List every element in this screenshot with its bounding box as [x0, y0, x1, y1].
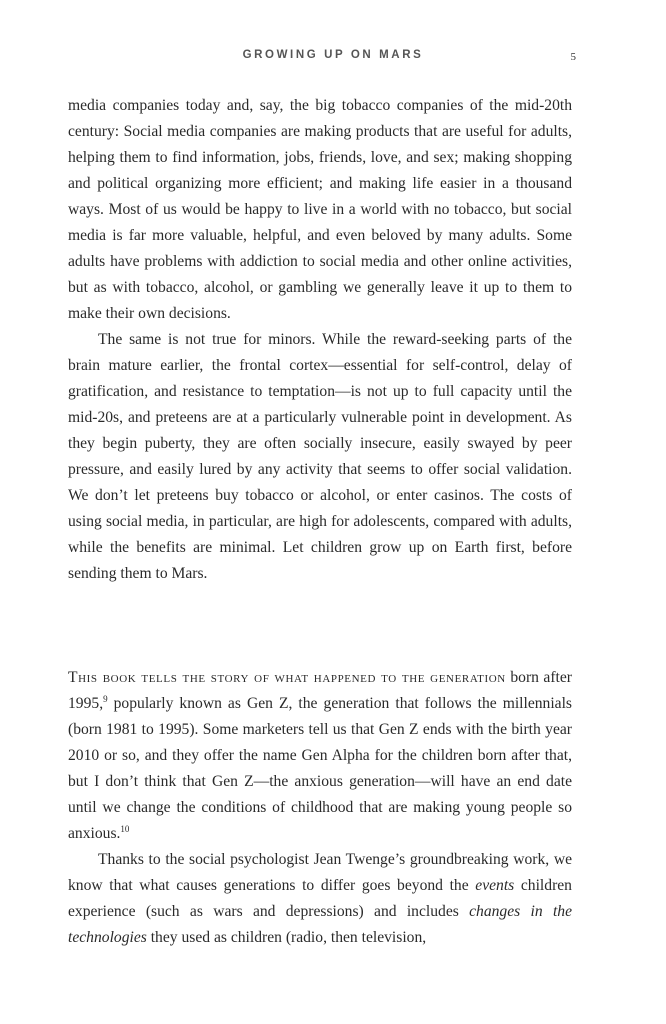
paragraph-gen-z — [68, 665, 572, 847]
body-text-section-1 — [68, 93, 572, 587]
footnote-ref-10: 10 — [120, 823, 130, 834]
footnote-ref-9: 9 — [103, 693, 108, 704]
emphasis-events: events — [475, 877, 515, 894]
text-run: they used as children (radio, then television, — [146, 929, 427, 946]
text-run: born after 1995, — [68, 669, 572, 712]
section-opening-smallcaps: This book tells the story of what happened to the generation — [68, 669, 506, 686]
page-number: 5 — [570, 51, 576, 63]
paragraph-continued: media companies today and, say, the big tobacco companies of the mid-20th century: Social media companies are making products that are useful for adults, helping them to find information, jobs, friends, love, and sex; making shopping and political organizing more efficient; and making life easier in a thousand ways. Most of us would be happy to live in a world with no tobacco, but social media is far more valuable, helpful, and even beloved by many adults. Some adults have problems with addiction to social media and other online activities, but as with tobacco, alcohol, or gambling we generally leave it up to them to make their own decisions. — [68, 97, 572, 322]
text-run: Thanks to the social psychologist Jean Twenge’s groundbreaking work, we know that what causes generations to differ goes beyond the — [68, 851, 572, 894]
paragraph-twenge — [68, 847, 572, 951]
running-head: GROWING UP ON MARS — [242, 49, 424, 61]
emphasis-technologies: changes in the technologies — [68, 903, 572, 946]
text-run: popularly known as Gen Z, the generation that follows the millennials (born 1981 to 1995). Some marketers tell us that Gen Z ends with the birth year 2010 or so, and they offer the name Gen Alpha for the children born after that, but I don’t think that Gen Z—the anxious generation—will have an end date until we change the conditions of childhood that are making young people so anxious. — [68, 695, 572, 842]
text-run: children experience (such as wars and depressions) and includes — [68, 877, 572, 920]
paragraph-minors: The same is not true for minors. While the reward-seeking parts of the brain mature earlier, the frontal cortex—essential for self-control, delay of gratification, and resistance to temptation—is not up to full capacity until the mid-20s, and preteens are at a particularly vulnerable point in development. As they begin puberty, they are often socially insecure, easily swayed by peer pressure, and easily lured by any activity that seems to offer social validation. We don’t let preteens buy tobacco or alcohol, or enter casinos. The costs of using social media, in particular, are high for adolescents, compared with adults, while the benefits are minimal. Let children grow up on Earth first, before sending them to Mars. — [68, 331, 572, 582]
body-text-section-2 — [68, 665, 572, 951]
